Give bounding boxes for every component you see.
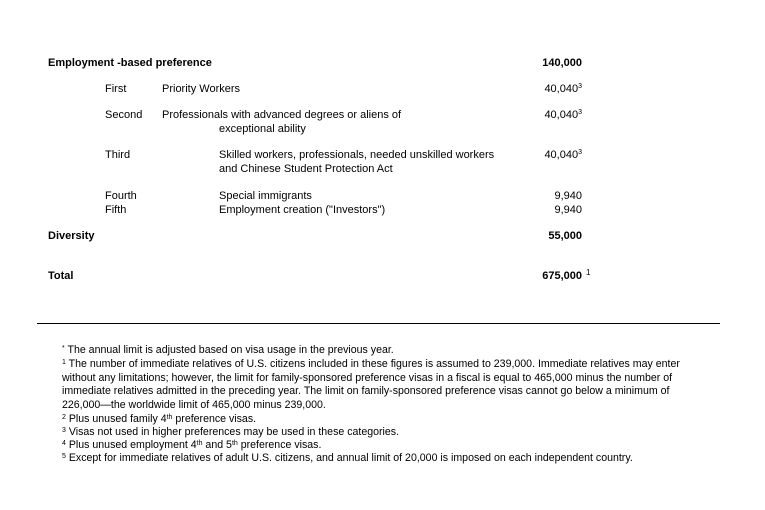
footnote-mark: 1 bbox=[62, 359, 66, 366]
row-rank: Fifth bbox=[105, 204, 127, 216]
footnote-text: The number of immediate relatives of U.S. citizens included in these figures is assumed to 239,000. Immediate relatives may enter without any limitations; however, the limit for family-sponsored preference visas in a fiscal is equal to 465,000 minus the number of immediate relatives admitted in the preceding year. The limit on family-sponsored preference visas cannot go below a minimum of 226,000—the worldwide limit of 465,000 minus 239,000. bbox=[62, 358, 680, 411]
row-value bbox=[462, 108, 582, 122]
row-desc: Employment creation ("Investors") bbox=[219, 204, 386, 216]
employment-value: 140,000 bbox=[542, 57, 582, 69]
footnote-text: Plus unused family 4 bbox=[65, 413, 167, 425]
row-value bbox=[462, 148, 582, 162]
row-desc-cont: and Chinese Student Protection Act bbox=[219, 163, 393, 175]
row-rank: Fourth bbox=[105, 190, 137, 202]
footnote-text: preference visas. bbox=[237, 439, 322, 451]
row-desc-cont: exceptional ability bbox=[219, 123, 306, 135]
footnote-ref: 3 bbox=[578, 83, 582, 90]
value: 40,040 bbox=[544, 83, 579, 95]
footnote-mark: 4 bbox=[62, 440, 66, 447]
ordinal-suffix: th bbox=[166, 414, 173, 421]
row-rank: Second bbox=[105, 109, 143, 121]
total-value: 675,000 bbox=[542, 270, 582, 282]
diversity-value: 55,000 bbox=[548, 230, 582, 242]
footnote-ref: 1 bbox=[586, 268, 591, 277]
row-desc: Special immigrants bbox=[219, 190, 312, 202]
employment-label: Employment -based preference bbox=[48, 57, 212, 69]
ordinal-suffix: th bbox=[196, 440, 203, 447]
footnote-text: Plus unused employment 4 bbox=[65, 439, 197, 451]
footnote bbox=[62, 344, 702, 358]
footnote-mark: 3 bbox=[62, 427, 66, 434]
row-value: 9,940 bbox=[554, 190, 582, 202]
footnote bbox=[62, 439, 702, 453]
footnote bbox=[62, 426, 702, 440]
value: 40,040 bbox=[544, 109, 579, 121]
footnote bbox=[62, 452, 702, 466]
row-desc: Priority Workers bbox=[162, 83, 241, 95]
footnote-ref: 3 bbox=[578, 109, 582, 116]
row-value bbox=[462, 82, 582, 96]
footnote-mark: * bbox=[62, 345, 65, 352]
footnote-mark: 2 bbox=[62, 414, 66, 421]
footnote-text: Visas not used in higher preferences may be used in these categories. bbox=[65, 426, 400, 438]
row-rank: First bbox=[105, 83, 127, 95]
footnote-text: The annual limit is adjusted based on visa usage in the previous year. bbox=[64, 344, 394, 356]
row-rank: Third bbox=[105, 149, 131, 161]
footnote-text: preference visas. bbox=[172, 413, 257, 425]
ordinal-suffix: th bbox=[231, 440, 238, 447]
diversity-label: Diversity bbox=[48, 230, 95, 242]
footnote bbox=[62, 358, 702, 412]
value: 40,040 bbox=[544, 149, 579, 161]
footnote-text: Except for immediate relatives of adult U.S. citizens, and annual limit of 20,000 is imposed on each independent country. bbox=[65, 452, 633, 464]
footnote-ref: 3 bbox=[578, 149, 582, 156]
divider bbox=[37, 323, 720, 324]
footnote bbox=[62, 413, 702, 427]
row-desc: Skilled workers, professionals, needed unskilled workers bbox=[219, 149, 495, 161]
row-desc: Professionals with advanced degrees or aliens of bbox=[162, 109, 402, 121]
total-label: Total bbox=[48, 270, 74, 282]
footnote-text: and 5 bbox=[202, 439, 232, 451]
footnote-mark: 5 bbox=[62, 453, 66, 460]
row-value: 9,940 bbox=[554, 204, 582, 216]
